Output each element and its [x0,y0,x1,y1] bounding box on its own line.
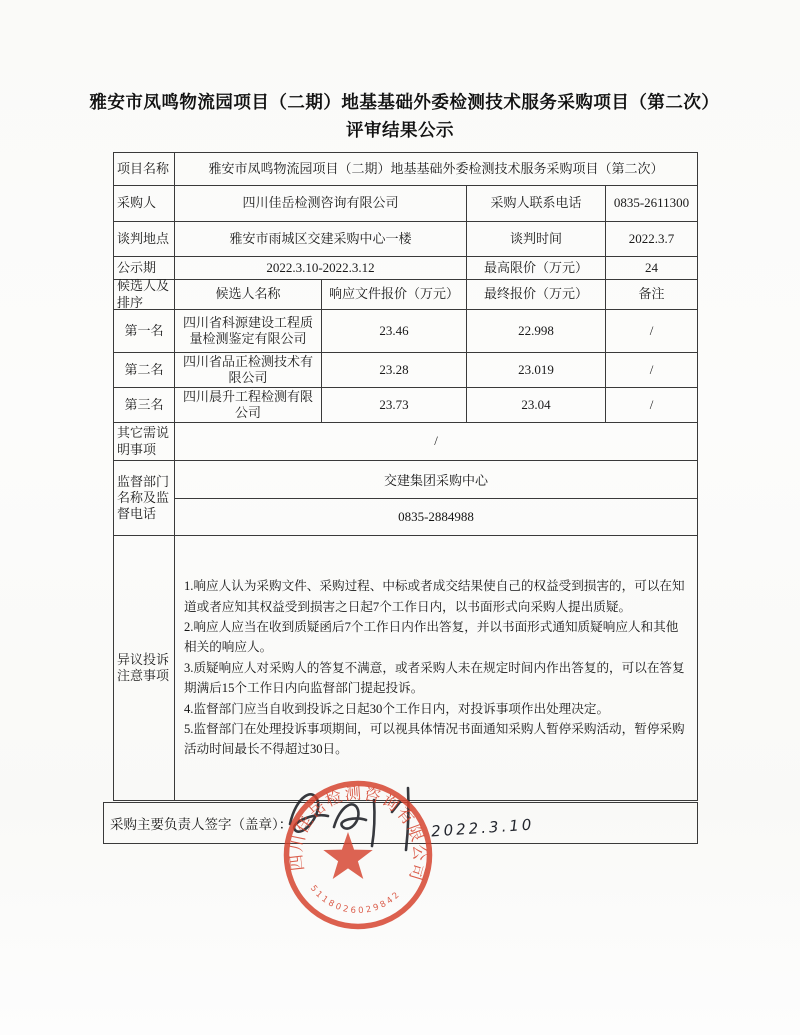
objection-row [114,536,697,800]
publicity-period-label: 公示期 [114,257,175,279]
objection-body [175,536,697,800]
project-name-value: 雅安市凤鸣物流园项目（二期）地基基础外委检测技术服务采购项目（第二次） [208,160,664,176]
objection-item-1: 1.响应人认为采购文件、采购过程、中标或者成交结果使自己的权益受到损害的，可以在知道或者应知其权益受到损害之日起7个工作日内，以书面形式向采购人提出质疑。 [184,579,685,614]
final-price-header: 最终报价（万元） [467,280,606,309]
purchaser-phone-value: 0835-2611300 [613,195,690,211]
page-title: 雅安市凤鸣物流园项目（二期）地基基础外委检测技术服务采购项目（第二次）评审结果公示 [89,92,711,140]
table-row-purchaser [114,186,697,222]
candidate-2-rank: 第二名 [114,353,175,387]
purchaser-value: 四川佳岳检测咨询有限公司 [175,186,467,221]
candidate-2-remark: / [649,361,654,377]
candidate-3-remark: / [649,396,654,412]
other-notes-row [114,423,697,461]
project-name-label: 项目名称 [114,153,175,185]
doc-price-header: 响应文件报价（万元） [322,280,467,309]
supervision-values [175,461,697,535]
candidate-row-1 [114,310,697,353]
purchaser-label: 采购人 [114,186,175,221]
candidate-2-final-price: 23.019 [467,353,606,387]
table-row-project-name [114,153,697,186]
table-row-publicity [114,257,697,280]
publicity-period-value: 2022.3.10-2022.3.12 [175,257,467,279]
candidate-2-doc-price: 23.28 [322,353,467,387]
other-notes-value: / [434,433,438,449]
objection-label: 异议投诉注意事项 [114,536,175,800]
seal-serial-text: 5118026029842 [307,883,404,917]
candidates-header-row [114,280,697,310]
supervision-row [114,461,697,536]
signature-label: 采购主要负责人签字（盖章）： [110,817,293,832]
supervision-phone: 0835-2884988 [398,508,474,524]
candidate-3-name: 四川晨升工程检测有限公司 [175,388,322,422]
candidate-1-doc-price: 23.46 [322,310,467,352]
candidate-2-name: 四川省品正检测技术有限公司 [175,353,322,387]
objection-item-5: 5.监督部门在处理投诉事项期间，可以视具体情况书面通知采购人暂停采购活动，暂停采购活动时间最长不得超过30日。 [184,721,685,757]
candidate-1-remark: / [649,322,654,338]
supervision-department: 交建集团采购中心 [175,461,697,499]
table-row-negotiation [114,222,697,257]
result-table [113,152,698,801]
other-notes-label: 其它需说明事项 [114,423,175,460]
negotiation-time-value: 2022.3.7 [628,230,675,246]
candidate-3-final-price: 23.04 [467,388,606,422]
negotiation-time-label: 谈判时间 [467,222,606,256]
company-seal-stamp [281,778,435,932]
handwritten-date: 2022.3.10 [430,815,535,841]
candidate-3-doc-price: 23.73 [322,388,467,422]
svg-text:5118026029842 [308,884,404,916]
seal-company-text: 四川佳岳检测咨询有限公司 [286,783,430,885]
candidate-1-rank: 第一名 [114,310,175,352]
candidate-row-3 [114,388,697,423]
remark-header: 备注 [638,286,665,302]
candidate-1-name: 四川省科源建设工程质量检测鉴定有限公司 [175,310,322,352]
objection-item-2: 2.响应人应当在收到质疑函后7个工作日内作出答复，并以书面形式通知质疑响应人和其他相关的响应人。 [184,620,679,655]
negotiation-place-value: 雅安市雨城区交建采购中心一楼 [175,222,467,256]
purchaser-phone-label: 采购人联系电话 [467,186,606,221]
candidate-1-final-price: 22.998 [467,310,606,352]
candidate-name-header: 候选人名称 [175,280,322,309]
max-price-value: 24 [645,259,658,275]
candidates-section-label: 候选人及排序 [114,280,175,309]
objection-text [179,576,693,760]
candidate-3-rank: 第三名 [114,388,175,422]
negotiation-place-label: 谈判地点 [114,222,175,256]
supervision-label: 监督部门名称及监督电话 [114,461,175,535]
objection-item-3: 3.质疑响应人对采购人的答复不满意，或者采购人未在规定时间内作出答复的，可以在答复期满后15个工作日内向监督部门提起投诉。 [184,660,685,696]
max-price-label: 最高限价（万元） [467,257,606,279]
objection-item-4: 4.监督部门应当自收到投诉之日起30个工作日内，对投诉事项作出处理决定。 [184,701,610,716]
seal-star-icon [323,832,372,879]
candidate-row-2 [114,353,697,388]
